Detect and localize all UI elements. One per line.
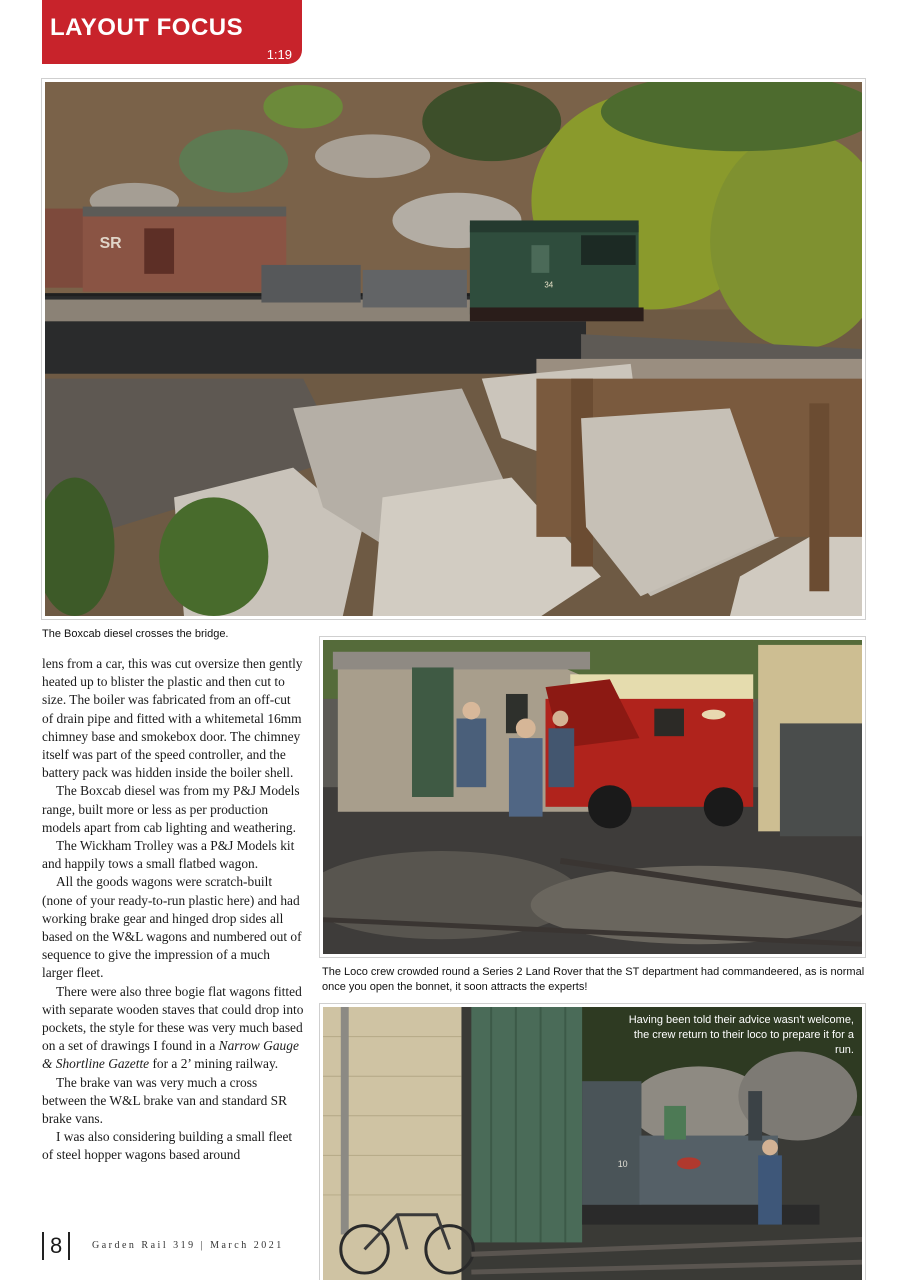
- photo-land-rover: [320, 637, 865, 957]
- wagon-lettering: SR: [99, 235, 122, 253]
- article-body: [42, 655, 304, 1165]
- photo-bridge-image: [45, 82, 862, 616]
- article-paragraph: The brake van was very much a cross between the W&L brake van and standard SR brake vans.: [42, 1074, 288, 1127]
- article-paragraph: I was also considering building a small fleet of steel hopper wagons based around: [42, 1129, 293, 1163]
- paragraph-text: for a 2’ mining railway.: [149, 1056, 279, 1072]
- photo-land-rover-image: [323, 640, 862, 954]
- paragraph-text: There were also three bogie flat wagons fitted with separate wooden staves that could drop into pockets, the style for these was very much based on a set of drawings I found in a: [42, 983, 304, 1054]
- section-title: LAYOUT FOCUS: [50, 14, 244, 41]
- photo-bridge-caption: The Boxcab diesel crosses the bridge.: [42, 628, 229, 640]
- loco-number-small: 10: [617, 1159, 628, 1170]
- magazine-reference: Narrow Gauge & Shortline Gazette: [42, 1038, 299, 1072]
- article-paragraph: [42, 983, 304, 1074]
- article-paragraph: The Boxcab diesel was from my P&J Models range, built more or less as per production models apart from cab lighting and weathering.: [42, 783, 300, 835]
- loco-number: 34: [544, 280, 554, 290]
- section-header: [42, 0, 302, 64]
- photo-loco-crew-caption: Having been told their advice wasn't welcome, the crew return to their loco to prepare it for a run.: [628, 1014, 854, 1056]
- magazine-issue: Garden Rail 319 | March 2021: [92, 1240, 284, 1251]
- photo-bridge: [42, 79, 865, 619]
- page-number: 8: [42, 1232, 70, 1260]
- photo-loco-crew: [320, 1004, 865, 1280]
- scale-label: 1:19: [266, 47, 292, 62]
- article-paragraph: All the goods wagons were scratch-built (none of your ready-to-run plastic here) and had working brake gear and hinged drop sides all based on the W&L wagons and numbered out of sequence to give the impression of a much larger fleet.: [42, 874, 302, 981]
- photo-land-rover-caption: The Loco crew crowded round a Series 2 Land Rover that the ST department had commandeered, as is normal once you open the bonnet, it soon attracts the experts!: [322, 966, 865, 993]
- article-paragraph: The Wickham Trolley was a P&J Models kit and happily tows a small flatbed wagon.: [42, 838, 295, 872]
- article-paragraph: lens from a car, this was cut oversize then gently heated up to blister the plastic and then cut to size. The boiler was fabricated from an off-cut of drain pipe and fitted with a whitemetal 16mm chimney base and smokebox door. The chimney itself was part of the speed controller, and the battery pack was hidden inside the boiler shell.: [42, 656, 303, 781]
